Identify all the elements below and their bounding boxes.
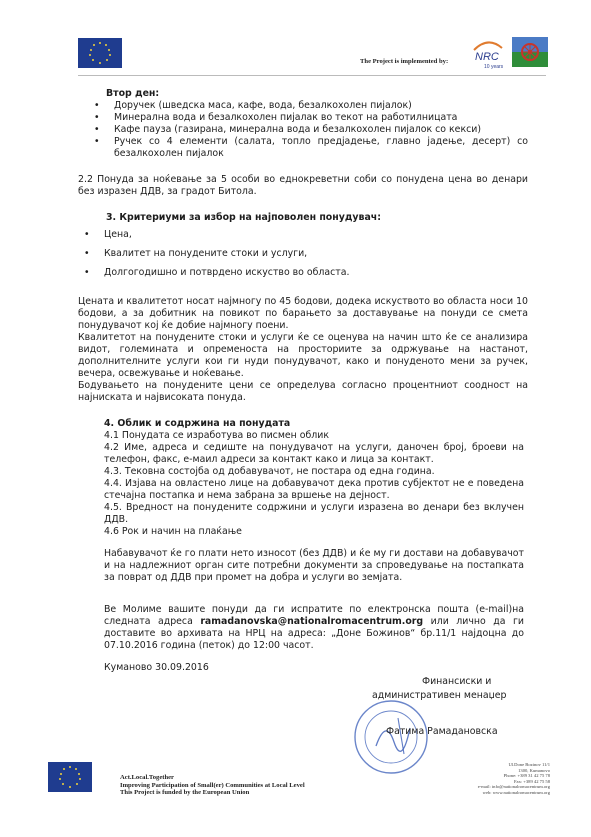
nrc-logo	[470, 38, 506, 70]
list-item: • Ручек со 4 елементи (салата, топло предјадење, главно јадење, десерт) со безалкохолен пијалок	[92, 136, 528, 160]
eu-flag-footer-logo	[48, 762, 92, 792]
signature-title-2: административен менаџер	[372, 690, 507, 701]
criteria-p2: Квалитетот на понудените стоки и услуги ќе се оценува на начин што ќе се анализира видот, големината и опременоста на просториите за одржување на настанот, дополнителните услуги кои ги нуди понудувачот, како и понуденото мени за ручек, вечера, освежување и ноќевање.	[78, 332, 528, 379]
list-item: 4.2 Име, адреса и седиште на понудувачот на услуги, даночен број, броеви на телефон, факс, е-маил адреси за контакт како и лица за контакт.	[104, 442, 524, 465]
criteria-p3: Бодувањето на понудените цени се определува согласно процентниот соодност на најниската и највисоката понуда.	[78, 380, 528, 403]
email-address[interactable]: ramadanovska@nationalromacentrum.org	[200, 616, 424, 627]
svg-text:10 years: 10 years	[484, 64, 504, 70]
day2-title: Втор ден:	[106, 88, 160, 99]
footer-contact: Ul.Done Bozinov 11/1 1300, Kumanovo Phone: +389 31 42 75 78 Fax: +389 42 75 58 e-mail: info@nationalromacentrum.org web: www.nationalromacentrum.org	[477, 762, 550, 795]
header-divider	[78, 75, 546, 76]
list-item: 4.4. Изјава на овластено лице на добавувачот дека против субјектот не е поведена стечајна постапка и нема забрана за вршење на дејност.	[104, 478, 524, 501]
list-item: 4.1 Понудата се изработува во писмен облик	[104, 430, 330, 441]
submission-paragraph: Ве Молиме вашите понуди да ги испратите по електронска пошта (e-mail)на следната адреса ramadanovska@nationalromacentrum.org или лично да ги доставите во архивата на НРЦ на адреса: „Доне Божинов“ бр.11/1 најдоцна до 07.10.2016 година (петок) до 12:00 часот.	[104, 604, 524, 651]
day2-list	[92, 100, 528, 160]
list-item: • Минерална вода и безалкохолен пијалак во текот на работилницата	[92, 112, 528, 124]
criteria-list	[82, 229, 522, 279]
criteria-p1: Цената и квалитетот носат најмногу по 45 бодови, додека искуството во областа носи 10 бодови, а за добитник на повикот по барањето за доставување на понуди се смета понудувачот кој ќе добие најмногу поени.	[78, 296, 528, 331]
place-date: Куманово 30.09.2016	[104, 662, 209, 673]
list-item: 4.6 Рок и начин на плаќање	[104, 526, 242, 537]
signatory-name: Фатима Рамадановска	[386, 726, 498, 737]
roma-flag-logo	[512, 37, 548, 67]
payment-paragraph: Набавувачот ќе го плати нето износот (без ДДВ) и ќе му ги достави на добавувачот и на надлежниот орган сите потребни документи за спроведување на постапката за поврат од ДДВ при промет на добра и услуги во земјата.	[104, 548, 525, 583]
list-item: • Доручек (шведска маса, кафе, вода, безалкохолен пијалок)	[92, 100, 528, 112]
list-item: • Квалитет на понудените стоки и услуги,	[82, 248, 522, 260]
list-item: 4.3. Тековна состојба од добавувачот, не постара од една година.	[104, 466, 435, 477]
svg-text:NRC: NRC	[475, 51, 499, 63]
implemented-by-label: The Project is implemented by:	[360, 58, 449, 65]
form-list	[104, 430, 524, 538]
criteria-title: 3. Критериуми за избор на најповолен понудувач:	[106, 212, 381, 223]
item-2-2: 2.2 Понуда за ноќевање за 5 особи во еднокреветни соби со понудена цена во денари без изразен ДДВ, за градот Битола.	[78, 174, 528, 197]
footer-project-info: Act.Local.Together Improving Participation of Small(er) Communities at Local Level This Project is funded by the European Union	[120, 774, 305, 797]
signature-title-1: Финансиски и	[422, 676, 492, 687]
list-item: • Долгогодишно и потврдено искуство во областа.	[82, 267, 522, 279]
list-item: • Кафе пауза (газирана, минерална вода и безалкохолен пијалок со кекси)	[92, 124, 528, 136]
list-item: • Цена,	[82, 229, 522, 241]
eu-flag-logo	[78, 38, 122, 68]
form-title: 4. Облик и содржина на понудата	[104, 418, 291, 429]
list-item: 4.5. Вредност на понудените содржини и услуги изразена во денари без вклучен ДДВ.	[104, 502, 524, 525]
